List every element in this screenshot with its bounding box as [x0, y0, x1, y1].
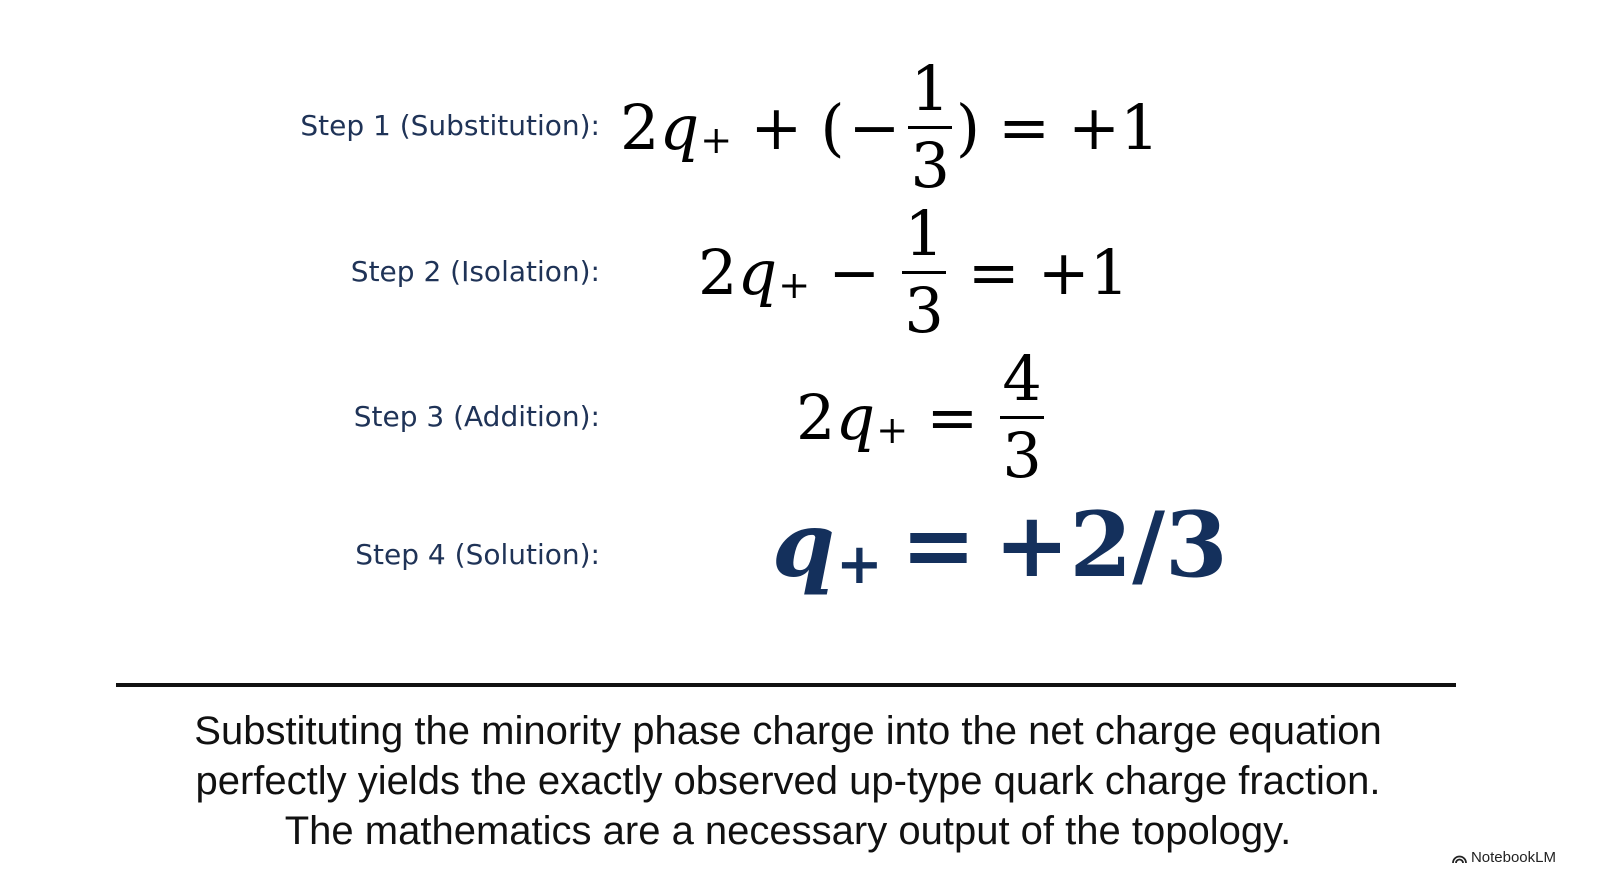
right-hand-side: +1: [1037, 235, 1130, 309]
subscript: +: [835, 531, 883, 597]
caption-line-1: Substituting the minority phase charge into the net charge equation: [194, 709, 1382, 753]
variable: q: [835, 380, 876, 454]
variable: q: [772, 492, 835, 598]
close-paren: ): [955, 90, 981, 164]
subscript: +: [778, 262, 811, 308]
numerator: 1: [904, 197, 944, 270]
equals-sign: =: [967, 235, 1020, 309]
coefficient: 2: [796, 380, 836, 454]
coefficient: 2: [620, 90, 660, 164]
equals-sign: =: [926, 380, 979, 454]
brand-name: NotebookLM: [1470, 849, 1556, 866]
open-paren: (: [820, 90, 845, 164]
coefficient: 2: [698, 235, 738, 309]
plus-operator: +: [750, 90, 803, 164]
step-3-label: Step 3 (Addition):: [353, 400, 600, 433]
denominator: 3: [910, 129, 950, 202]
solution-value: +2/3: [994, 492, 1228, 598]
step-2-equation: [698, 197, 1130, 347]
notebooklm-watermark: [1452, 849, 1556, 866]
right-hand-side: +1: [1068, 90, 1160, 164]
divider-line: [116, 683, 1456, 687]
variable: q: [659, 90, 700, 164]
step-3-equation: [796, 342, 1048, 492]
caption-line-3: The mathematics are a necessary output of the topology.: [284, 809, 1292, 853]
step-1-label: Step 1 (Substitution):: [300, 109, 600, 142]
fraction-four-thirds: [1000, 342, 1043, 492]
step-1-equation: [620, 52, 1160, 202]
fraction-one-third: [908, 52, 951, 202]
minus-operator: −: [848, 90, 901, 164]
subscript: +: [700, 117, 733, 163]
step-4-label: Step 4 (Solution):: [355, 538, 600, 571]
numerator: 4: [1002, 342, 1042, 415]
notebooklm-logo-icon: [1452, 852, 1467, 864]
numerator: 1: [910, 52, 950, 125]
denominator: 3: [1002, 419, 1042, 492]
equals-sign: =: [900, 492, 977, 598]
subscript: +: [876, 407, 909, 453]
fraction-one-third: [902, 197, 945, 347]
equals-sign: =: [998, 90, 1051, 164]
denominator: 3: [904, 274, 944, 347]
caption-line-2: perfectly yields the exactly observed up-type quark charge fraction.: [195, 759, 1381, 803]
minus-operator: −: [828, 235, 881, 309]
step-4-solution: [772, 492, 1228, 598]
variable: q: [737, 235, 778, 309]
caption: [60, 706, 1516, 856]
step-2-label: Step 2 (Isolation):: [350, 255, 600, 288]
